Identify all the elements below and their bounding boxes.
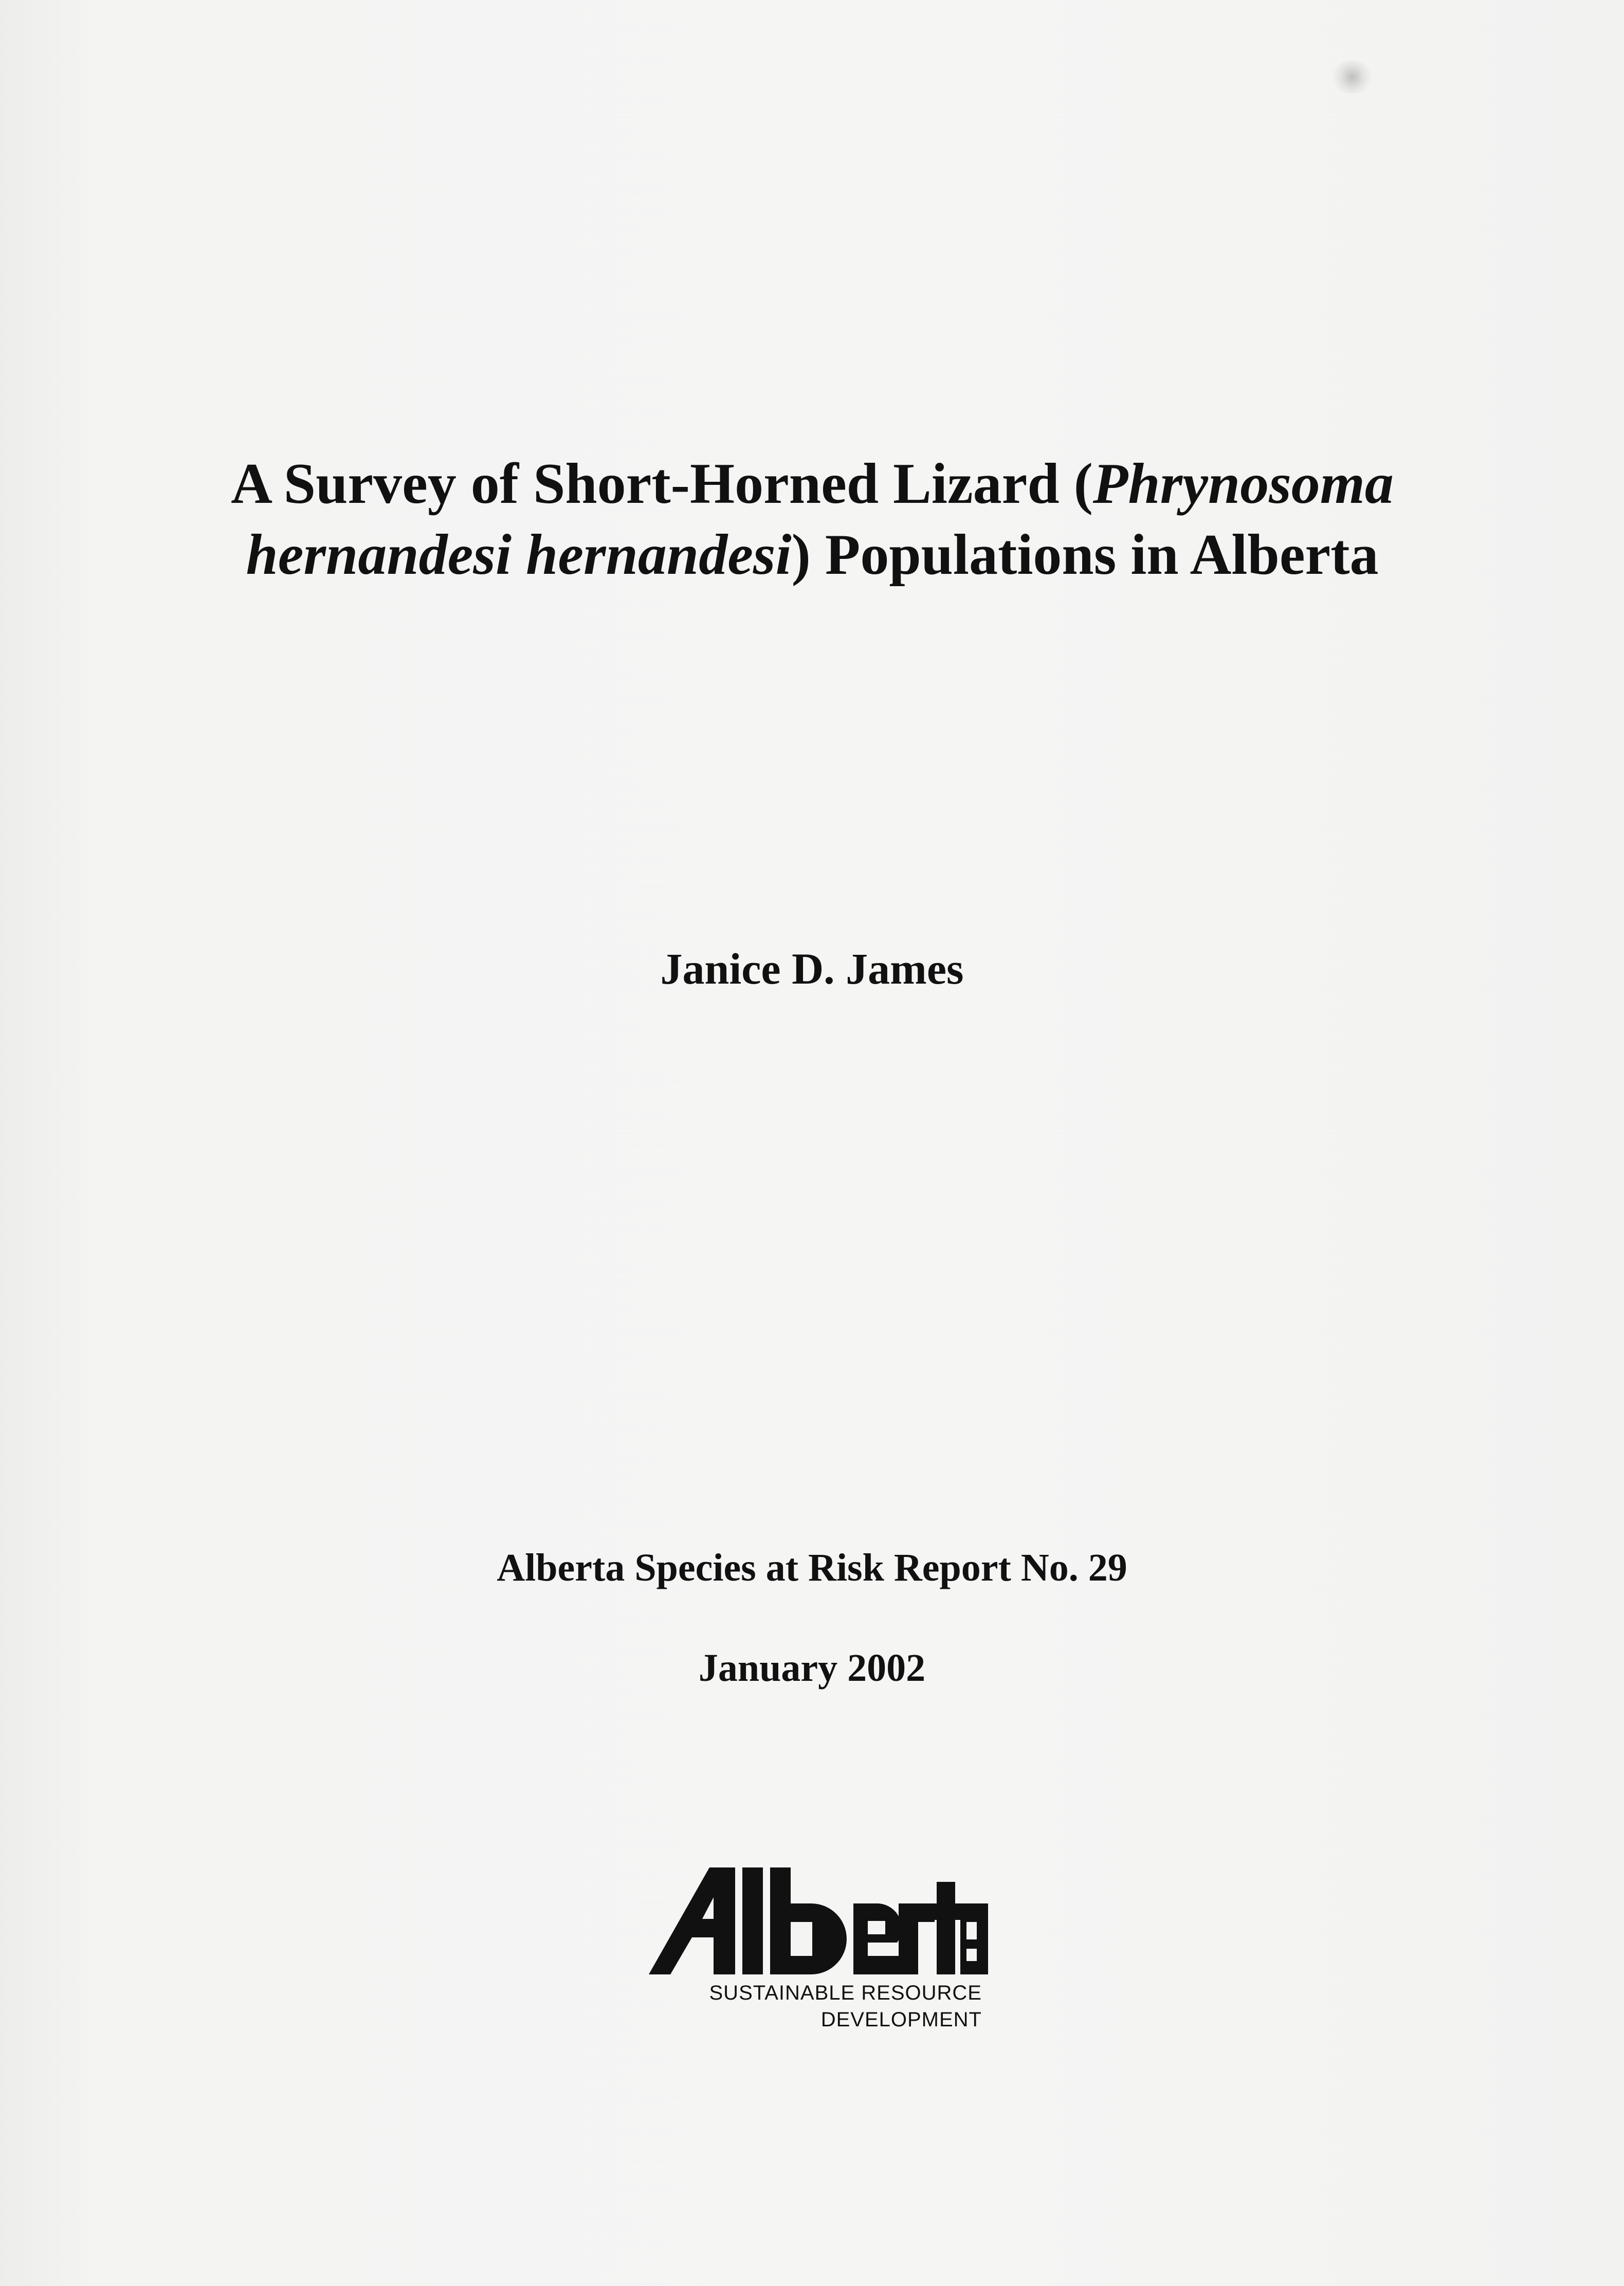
alberta-logo [649,1861,988,2041]
title-species: hernandesi hernandesi [246,523,792,587]
title-genus: Phrynosoma [1092,452,1394,516]
logo-tagline-line2: DEVELOPMENT [820,2008,982,2031]
title-text-2: ) Populations in Alberta [791,523,1379,587]
report-date: January 2002 [698,1646,926,1690]
alberta-wordmark-logo [649,1861,988,1980]
title-text-1: A Survey of Short-Horned Lizard ( [231,452,1093,516]
logo-tagline-line1: SUSTAINABLE RESOURCE [709,1982,982,2004]
report-series: Alberta Species at Risk Report No. 29 [497,1546,1127,1589]
page-smudge [1331,61,1373,94]
author-name: Janice D. James [660,944,964,993]
report-title [154,448,1470,590]
